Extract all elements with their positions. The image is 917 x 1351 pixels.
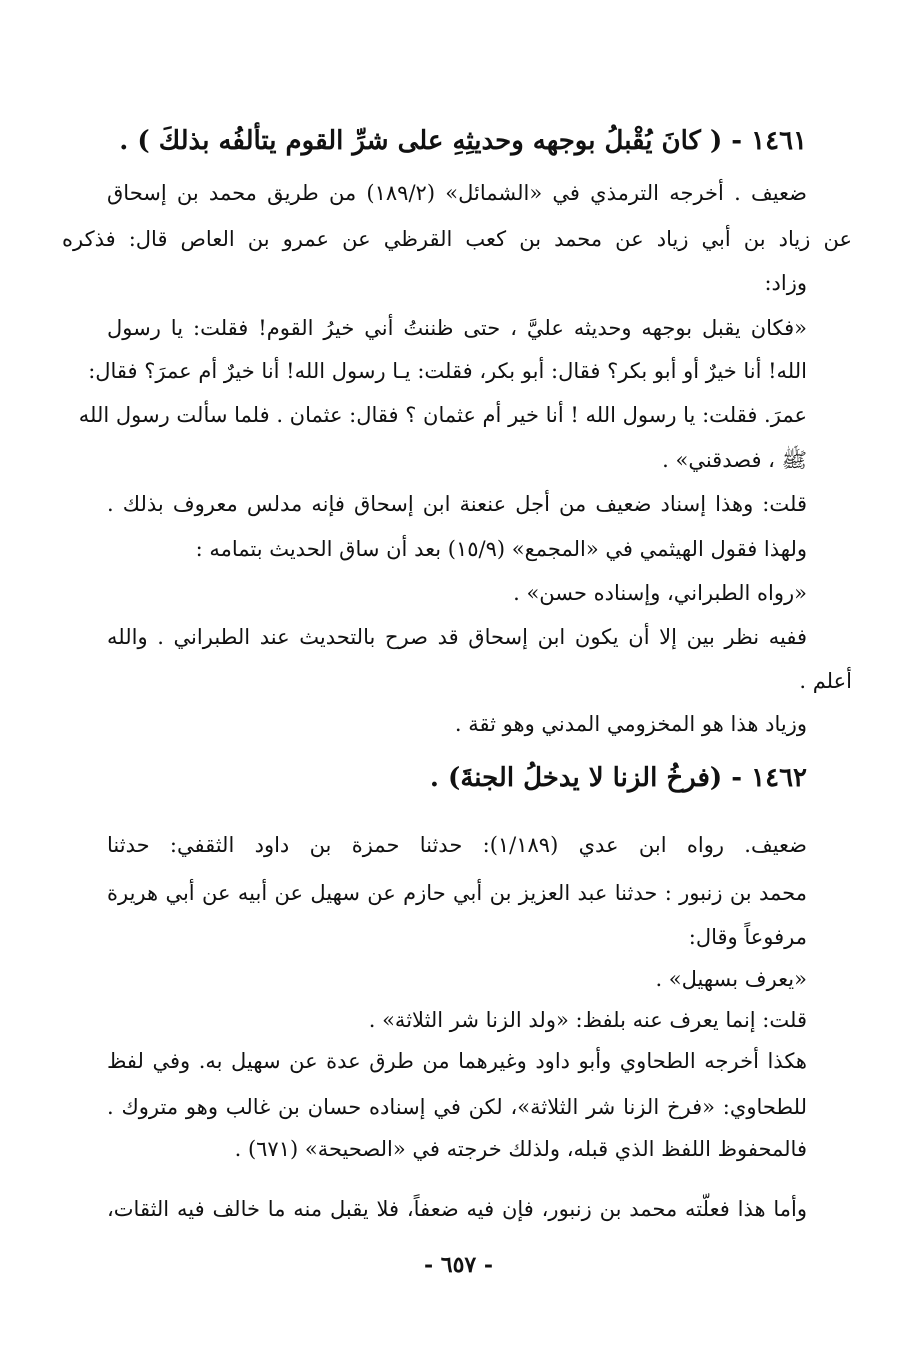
text-line: ولهذا فقول الهيثمي في «المجمع» (١٥/٩) بعد أن ساق الحديث بتمامه : [195, 537, 807, 561]
hadith-1461-heading: ١٤٦١ - ( كانَ يُقْبلُ بوجهه وحديثِهِ على شرِّ القوم يتألفُه بذلكَ ) . [119, 126, 807, 156]
text-line: محمد بن زنبور : حدثنا عبد العزيز بن أبي حازم عن سهيل عن أبيه عن أبي هريرة [107, 881, 807, 905]
text-line: عمرَ. فقلت: يا رسول الله ! أنا خير أم عثمان ؟ فقال: عثمان . فلما سألت رسول الله [78, 403, 807, 427]
text-line: الله! أنا خيرٌ أو أبو بكر؟ فقال: أبو بكر، فقلت: يـا رسول الله! أنا خيرٌ أم عمرَ؟ فقال: [88, 359, 807, 383]
text-line: «يعرف بسهيل» . [655, 967, 807, 991]
text-line: «رواه الطبراني، وإسناده حسن» . [513, 581, 807, 605]
text-line: أعلم . [799, 669, 852, 693]
text-line: ففيه نظر بين إلا أن يكون ابن إسحاق قد صرح بالتحديث عند الطبراني . والله [107, 625, 807, 649]
text-line: قلت: وهذا إسناد ضعيف من أجل عنعنة ابن إسحاق فإنه مدلس معروف بذلك . [107, 492, 807, 516]
text-line: ضعيف. رواه ابن عدي (١/١٨٩): حدثنا حمزة بن داود الثقفي: حدثنا [107, 833, 807, 857]
text-line: وزاد: [764, 271, 807, 295]
text-line: للطحاوي: «فرخ الزنا شر الثلاثة»، لكن في إسناده حسان بن غالب وهو متروك . [107, 1095, 807, 1119]
text-line: عن زياد بن أبي زياد عن محمد بن كعب القرظي عن عمرو بن العاص قال: فذكره [62, 227, 852, 251]
text-line: وأما هذا فعلّته محمد بن زنبور، فإن فيه ضعفاً، فلا يقبل منه ما خالف فيه الثقات، [107, 1197, 807, 1221]
text-line: قلت: إنما يعرف عنه بلفظ: «ولد الزنا شر الثلاثة» . [368, 1008, 807, 1032]
text-line: مرفوعاً وقال: [688, 925, 807, 949]
text-line: وزياد هذا هو المخزومي المدني وهو ثقة . [454, 712, 807, 736]
text-line: فالمحفوظ اللفظ الذي قبله، ولذلك خرجته في «الصحيحة» (٦٧١) . [234, 1137, 807, 1161]
text-line: «فكان يقبل بوجهه وحديثه عليَّ ، حتى ظننتُ أني خيرُ القوم! فقلت: يا رسول [107, 316, 807, 340]
page-number: - ٦٥٧ - [423, 1252, 494, 1278]
text-line: هكذا أخرجه الطحاوي وأبو داود وغيرهما من طرق عدة عن سهيل به. وفي لفظ [107, 1049, 807, 1073]
text-line: ضعيف . أخرجه الترمذي في «الشمائل» (١٨٩/٢) من طريق محمد بن إسحاق [107, 181, 807, 205]
text-line: ﷺ ، فصدقني» . [662, 448, 807, 472]
hadith-1462-heading: ١٤٦٢ - (فرخُ الزنا لا يدخلُ الجنةَ) . [429, 763, 807, 793]
